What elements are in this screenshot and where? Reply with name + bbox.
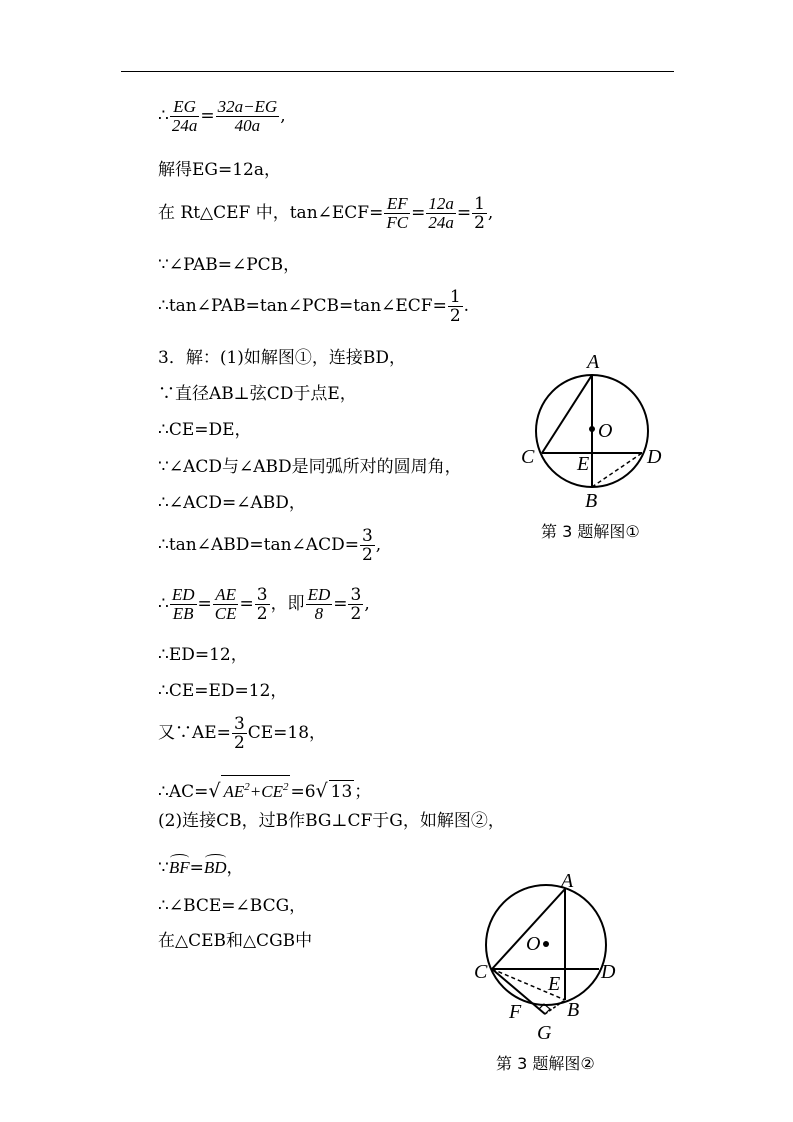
fig2-center-point — [543, 941, 549, 947]
line-3: 在 Rt△CEF 中，tan∠ECF= $\frac{EF}{FC}$ = $\frac{12a}{24a}$ = $\frac{1}{2}$ , — [158, 194, 494, 233]
fraction: $\frac{3}{2}$ — [233, 714, 245, 753]
because-symbol: ∵ — [158, 255, 169, 275]
fig1-label-o: O — [598, 420, 613, 442]
fraction: $\frac{ED}{EB}$ — [171, 585, 195, 623]
line-9: ∵∠ACD与∠ABD是同弧所对的圆周角， — [158, 457, 462, 477]
fraction: $\frac{32a-EG}{40a}$ — [217, 97, 278, 135]
line-4: ∵∠PAB=∠PCB， — [158, 255, 301, 275]
fig2-label-c: C — [474, 961, 488, 983]
fig2-label-b: B — [567, 999, 580, 1021]
arc-bf: BF — [168, 858, 190, 877]
fig2-segment-ac — [492, 889, 565, 969]
fig1-label-c: C — [521, 446, 535, 468]
line-1: ∴ $\frac{EG}{24a}$ = $\frac{32a-EG}{40a}$ , — [158, 97, 286, 135]
fig1-label-d: D — [647, 446, 662, 468]
line-13: ∴ED=12， — [158, 645, 248, 665]
fraction: $\frac{EF}{FC}$ — [386, 194, 409, 232]
fraction: $\frac{3}{2}$ — [361, 526, 373, 565]
line-15: 又∵AE= $\frac{3}{2}$ CE=18， — [158, 714, 327, 753]
radicand: 13 — [330, 782, 353, 802]
therefore-symbol: ∴ — [158, 296, 169, 316]
fraction: $\frac{1}{2}$ — [474, 194, 485, 233]
fig1-center-point — [589, 426, 595, 432]
fraction: $\frac{3}{2}$ — [256, 585, 268, 624]
fig2-label-d: D — [601, 961, 616, 983]
line-19: ∴∠BCE=∠BCG， — [158, 896, 307, 916]
line-10: ∴∠ACD=∠ABD， — [158, 493, 306, 513]
line-11: ∴tan∠ABD=tan∠ACD= $\frac{3}{2}$ , — [158, 526, 382, 565]
fig1-label-e: E — [577, 453, 590, 475]
radicand: $AE^2+CE^2$ — [221, 775, 290, 803]
line-5: ∴tan∠PAB=tan∠PCB=tan∠ECF= $\frac{1}{2}$ . — [158, 287, 470, 326]
arc-bd: BD — [203, 858, 227, 877]
line-2: 解得EG=12a， — [158, 160, 282, 180]
fraction: $\frac{12a}{24a}$ — [428, 194, 454, 232]
line-14: ∴CE=ED=12， — [158, 681, 288, 701]
fraction: $\frac{3}{2}$ — [350, 585, 362, 624]
figure-1-diagram — [515, 348, 680, 513]
fraction: $\frac{ED}{8}$ — [307, 585, 331, 623]
fig1-segment-ac — [542, 375, 592, 453]
fraction: $\frac{EG}{24a}$ — [171, 97, 198, 135]
header-rule — [121, 71, 674, 72]
fig1-label-a: A — [587, 351, 600, 373]
fraction: $\frac{1}{2}$ — [449, 287, 461, 326]
fig2-label-a: A — [561, 870, 574, 892]
line-7: ∵直径AB⊥弦CD于点E， — [158, 384, 357, 404]
therefore-symbol: ∴ — [158, 106, 169, 126]
line-20: 在△CEB和△CGB中 — [158, 931, 313, 951]
line-6: 3．解：(1)如解图①，连接BD， — [158, 348, 407, 368]
fig2-label-g: G — [537, 1022, 552, 1044]
fig2-label-e: E — [548, 973, 561, 995]
line-8: ∴CE=DE， — [158, 420, 252, 440]
figure-2-caption: 第 3 题解图② — [496, 1054, 595, 1073]
line-18: ∵BF=BD， — [158, 858, 244, 878]
line-17: (2)连接CB，过B作BG⊥CF于G，如解图②， — [158, 811, 505, 831]
fraction: $\frac{AE}{CE}$ — [214, 585, 237, 623]
fig2-label-o: O — [526, 933, 541, 955]
line-12: ∴ $\frac{ED}{EB}$ = $\frac{AE}{CE}$ = $\frac{3}{2}$ ，即 $\frac{ED}{8}$ = $\frac{3}{2}$ , — [158, 585, 370, 624]
figure-1-caption: 第 3 题解图① — [541, 522, 640, 541]
figure-2-diagram — [470, 868, 620, 1046]
fig1-label-b: B — [585, 490, 598, 512]
line-16: ∴AC=√ $AE^2+CE^2 =6√$ 13 ； — [158, 775, 371, 803]
fig2-label-f: F — [509, 1001, 522, 1023]
